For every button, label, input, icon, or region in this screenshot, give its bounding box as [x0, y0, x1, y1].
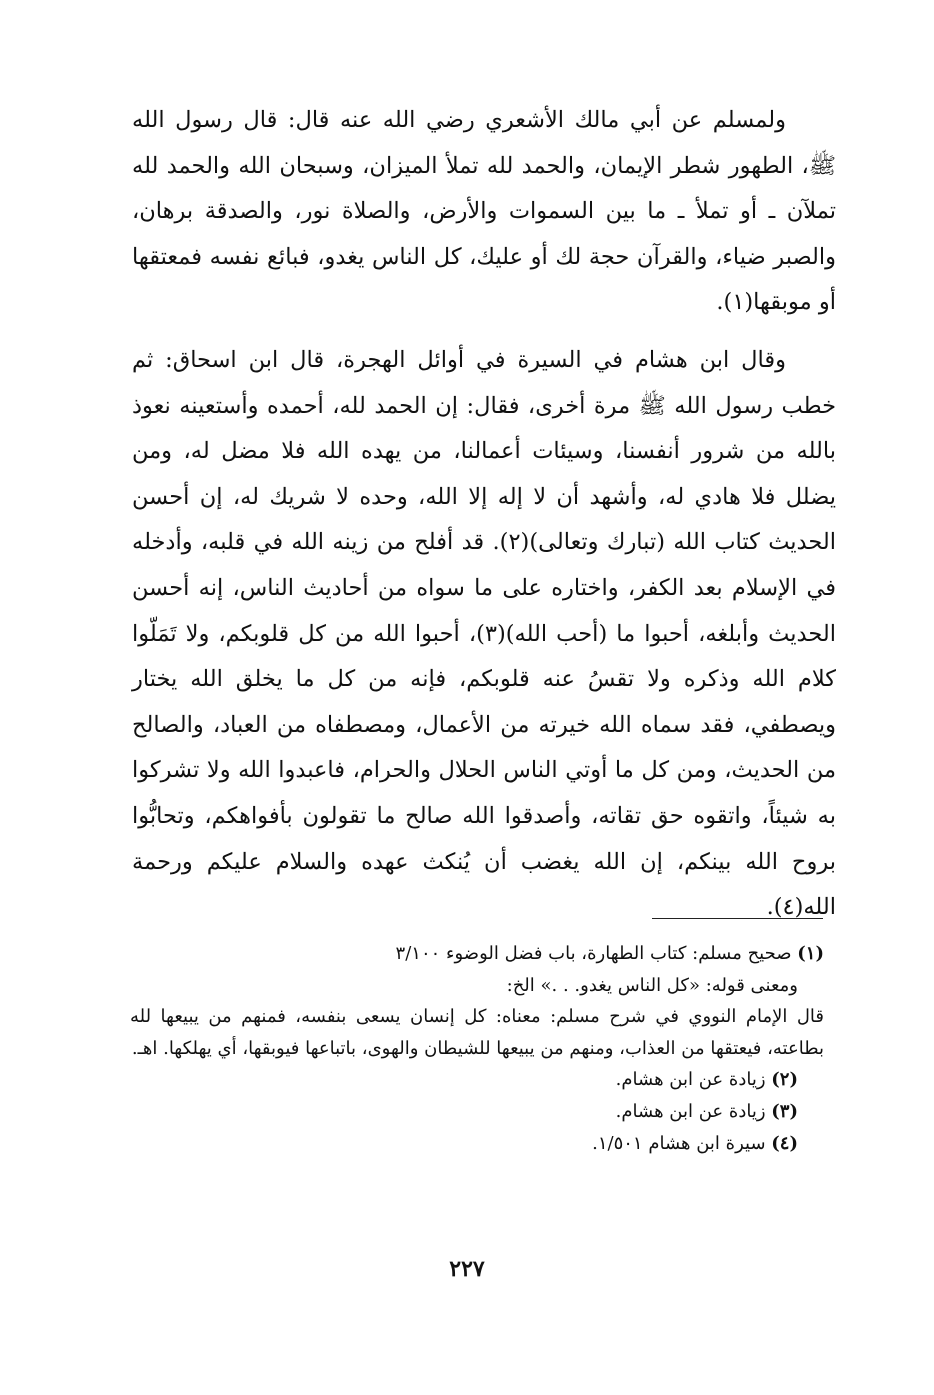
paragraph-hadith-muslim: ولمسلم عن أبي مالك الأشعري رضي الله عنه قال: قال رسول الله ﷺ، الطهور شطر الإيمان، والحمد لله تملأ الميزان، وسبحان الله والحمد لله تملآن ـ أو تملأ ـ ما بين السموات والأرض، والصلاة نور، والصدقة برهان، والصبر ضياء، والقرآن حجة لك أو عليك، كل الناس يغدو، فبائع نفسه فمعتقها أو موبقها(١).: [132, 107, 836, 316]
footnote-1-nawawi: [130, 1001, 824, 1064]
footnote-3: [130, 1096, 824, 1128]
footnotes: [130, 938, 824, 1159]
footnote-4-number: (٤): [771, 1132, 798, 1154]
footnote-4: [130, 1128, 824, 1160]
footnote-4-text: سيرة ابن هشام ١/٥٠١.: [592, 1132, 766, 1154]
footnote-1-continuation: [130, 970, 824, 1002]
footnote-2-number: (٢): [771, 1069, 798, 1091]
footnote-separator: [652, 918, 823, 919]
footnote-1-number: (١): [797, 943, 824, 964]
footnote-1: [130, 938, 824, 970]
footnote-1-meaning-text: ومعنى قوله: «كل الناس يغدو. . .» الخ:: [506, 974, 798, 996]
footnote-3-text: زيادة عن ابن هشام.: [615, 1100, 766, 1122]
footnote-2-text: زيادة عن ابن هشام.: [615, 1069, 766, 1091]
footnote-3-number: (٣): [771, 1100, 798, 1122]
paragraph-ibn-hisham-sermon: وقال ابن هشام في السيرة في أوائل الهجرة، قال ابن اسحاق: ثم خطب رسول الله ﷺ مرة أخرى، فقال: إن الحمد لله، أحمده وأستعينه نعوذ بالله من شرور أنفسنا، وسيئات أعمالنا، من يهده الله فلا مضل له، ومن يضلل فلا هادي له، وأشهد أن لا إله إلا الله، وحده لا شريك له، إن أحسن الحديث كتاب الله (تبارك وتعالى)(٢). قد أفلح من زينه الله في قلبه، وأدخله في الإسلام بعد الكفر، واختاره على ما سواه من أحاديث الناس، إنه أحسن الحديث وأبلغه، أحبوا ما (أحب الله)(٣)، أحبوا الله من كل قلوبكم، ولا تَمَلّوا كلام الله وذكره ولا تقسُ عنه قلوبكم، فإنه من كل ما يخلق الله يختار ويصطفي، فقد سماه الله خيرته من الأعمال، ومصطفاه من العباد، والصالح من الحديث، ومن كل ما أوتي الناس الحلال والحرام، فاعبدوا الله ولا تشركوا به شيئاً، واتقوه حق تقاته، وأصدقوا الله صالح ما تقولون بأفواهكم، وتحابُّوا بروح الله بينكم، إن الله يغضب أن يُنكث عهده والسلام عليكم ورحمة الله(٤).: [132, 346, 836, 921]
footnote-2: [130, 1064, 824, 1096]
page-number: ٢٢٧: [449, 1256, 485, 1282]
footnote-1-text: صحيح مسلم: كتاب الطهارة، باب فضل الوضوء ٣/١٠٠: [395, 943, 792, 964]
main-text: [132, 98, 836, 931]
footnote-1-nawawi-text: قال الإمام النووي في شرح مسلم: معناه: كل إنسان يسعى بنفسه، فمنهم من يبيعها لله بطاعته، فيعتقها من العذاب، ومنهم من يبيعها للشيطان والهوى، باتباعها فيوبقها، أي يهلكها. اهـ.: [130, 1006, 824, 1059]
